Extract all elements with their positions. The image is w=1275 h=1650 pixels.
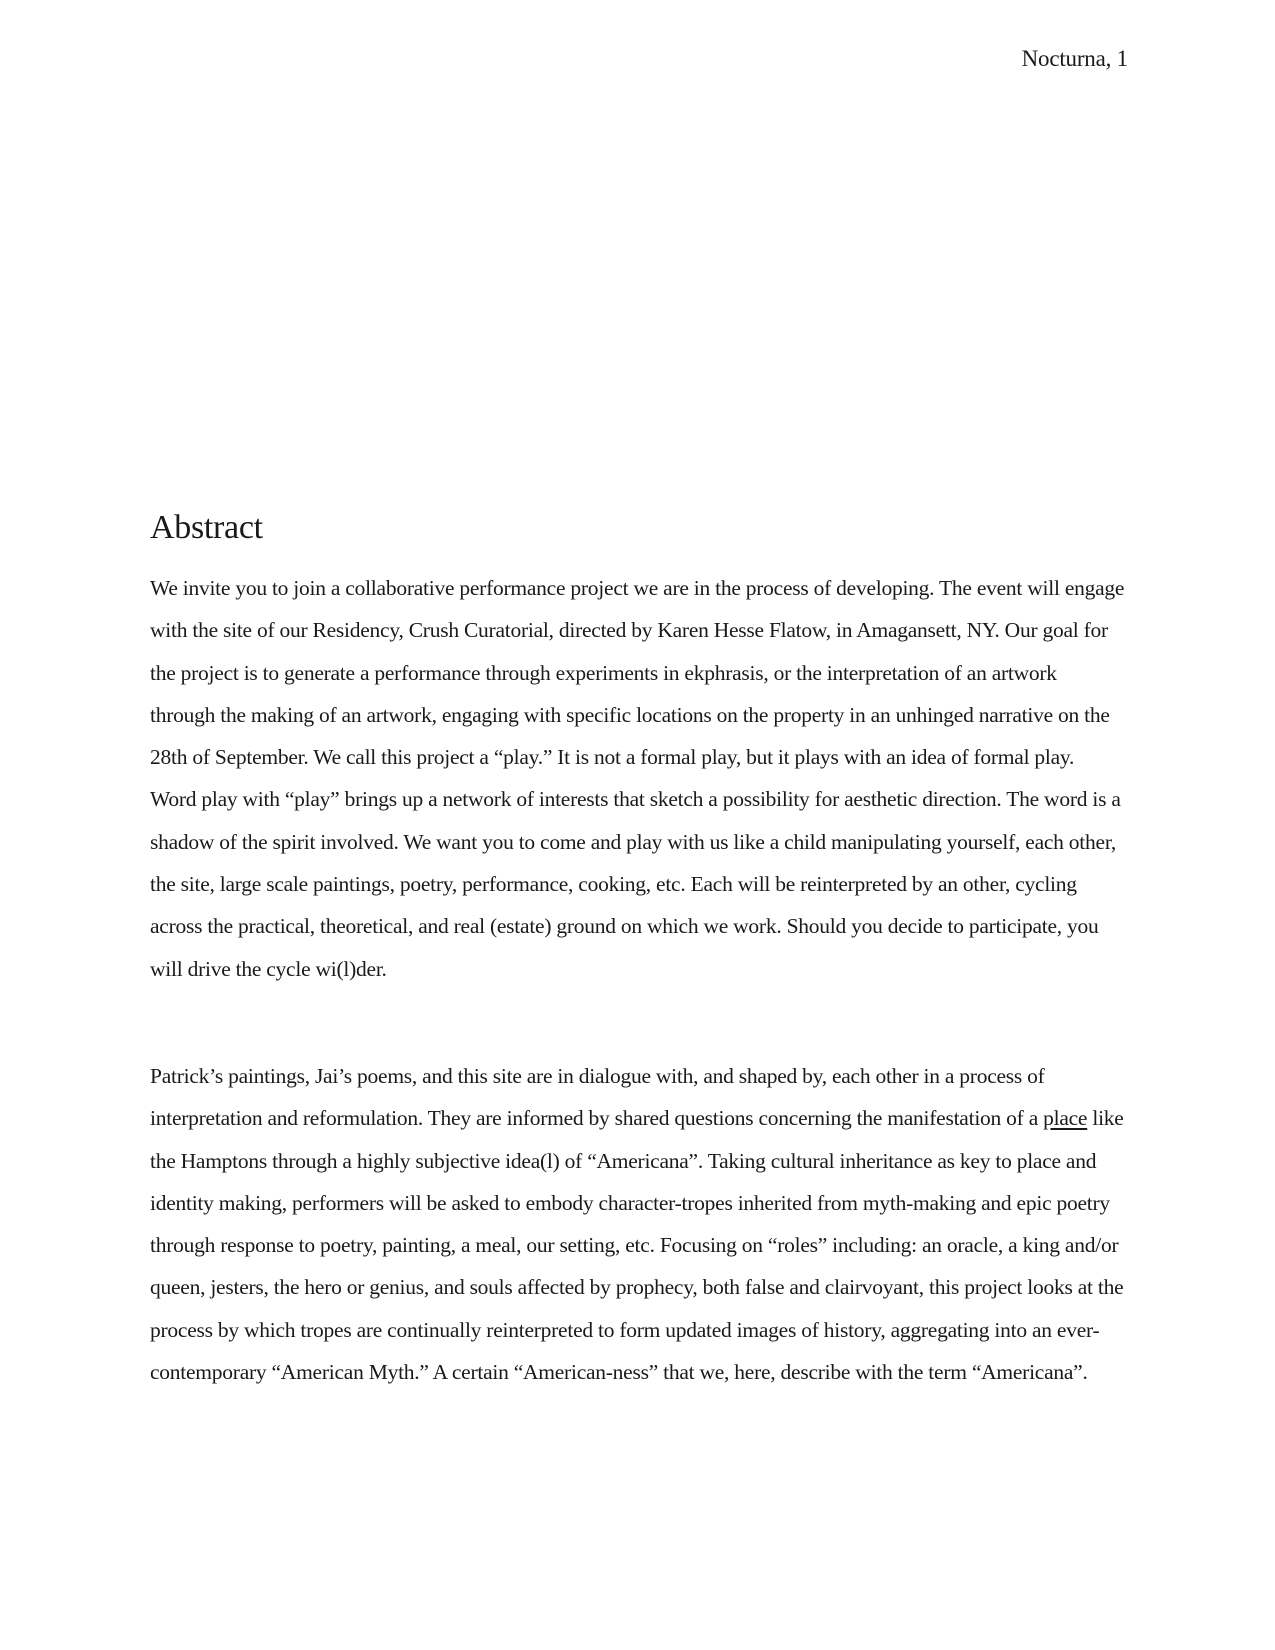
abstract-paragraph-2 [150,1055,1125,1393]
running-header: Nocturna, 1 [1021,46,1128,71]
paragraph-2-text-after: like the Hamptons through a highly subjective idea(l) of “Americana”. Taking cultural inheritance as key to place and identity making, performers will be asked to embody character-tropes inherited from myth-making and epic poetry through response to poetry, painting, a meal, our setting, etc. Focusing on “roles” including: an oracle, a king and/or queen, jesters, the hero or genius, and souls affected by prophecy, both false and clairvoyant, this project looks at the process by which tropes are continually reinterpreted to form updated images of history, aggregating into an ever-contemporary “American Myth.” A certain “American-ness” that we, here, describe with the term “Americana”. [150,1106,1124,1385]
abstract-paragraph-1: We invite you to join a collaborative performance project we are in the process of developing. The event will engage with the site of our Residency, Crush Curatorial, directed by Karen Hesse Flatow, in Amagansett, NY. Our goal for the project is to generate a performance through experiments in ekphrasis, or the interpretation of an artwork through the making of an artwork, engaging with specific locations on the property in an unhinged narrative on the 28th of September. We call this project a “play.” It is not a formal play, but it plays with an idea of formal play. Word play with “play” brings up a network of interests that sketch a possibility for aesthetic direction. The word is a shadow of the spirit involved. We want you to come and play with us like a child manipulating yourself, each other, the site, large scale paintings, poetry, performance, cooking, etc. Each will be reinterpreted by an other, cycling across the practical, theoretical, and real (estate) ground on which we work. Should you decide to participate, you will drive the cycle wi(l)der. [150,576,1125,981]
paragraph-2-text-before: Patrick’s paintings, Jai’s poems, and this site are in dialogue with, and shaped by, each other in a process of interpretation and reformulation. They are informed by shared questions concerning the manifestation of a [150,1064,1045,1131]
underlined-word-place: place [1043,1106,1088,1131]
abstract-heading: Abstract [150,509,263,546]
